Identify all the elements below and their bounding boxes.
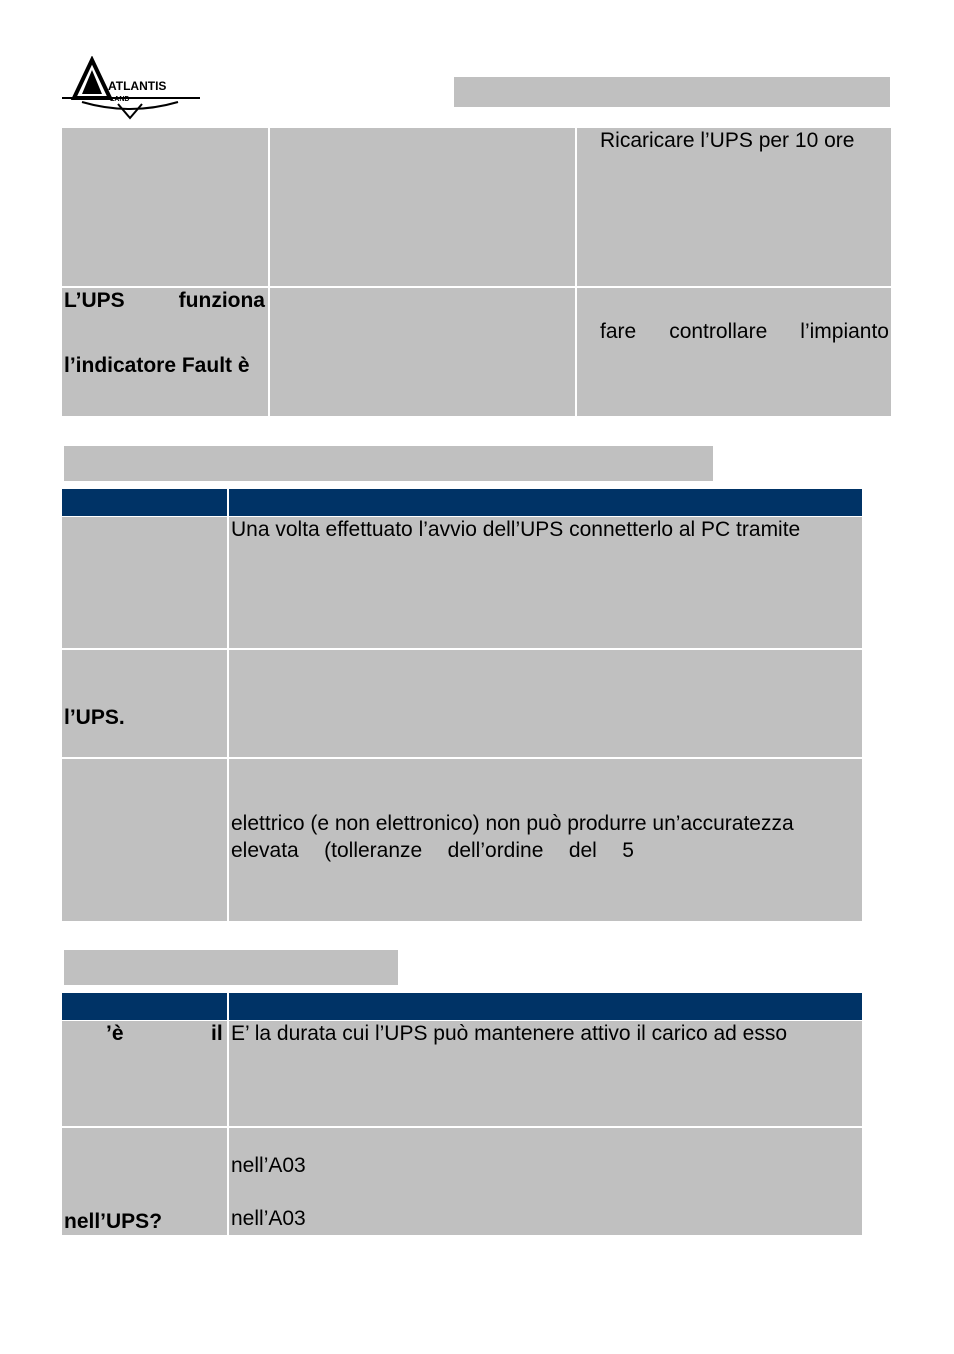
text-word: fare xyxy=(600,320,637,343)
table-1-row-1-col-2 xyxy=(270,128,575,286)
text-word: del xyxy=(568,839,597,862)
logo-text: ATLANTIS xyxy=(108,79,167,93)
text-word: 5 xyxy=(622,839,634,862)
table-3-row-1-heading-b: il xyxy=(211,1022,223,1045)
text-word: dell’ordine xyxy=(447,839,544,862)
atlantis-logo xyxy=(60,56,202,122)
table-2-row-1-col-1 xyxy=(62,517,227,648)
header-bar xyxy=(454,77,890,107)
text-word: l’impianto xyxy=(800,320,889,343)
table-3-row-2-text-line-1: nell’A03 xyxy=(231,1154,306,1177)
table-3-row-2-heading: nell’UPS? xyxy=(64,1210,163,1233)
table-3-header-col-2 xyxy=(229,993,862,1020)
table-1-row-2-col-3 xyxy=(577,288,891,416)
table-3-row-1-text: E’ la durata cui l’UPS può mantenere attivo il carico ad esso xyxy=(231,1022,788,1045)
section-heading-bar-3 xyxy=(64,950,398,985)
heading-word: funziona xyxy=(178,289,265,312)
section-heading-bar-2 xyxy=(64,446,713,481)
table-1-row-2-heading-line-2: l’indicatore Fault è xyxy=(64,354,250,377)
table-2-header-col-2 xyxy=(229,489,862,516)
table-1-row-1-col-1 xyxy=(62,128,268,286)
table-2-row-3-text-line-2 xyxy=(231,838,634,864)
table-2-row-3-text-line-1: elettrico (e non elettronico) non può produrre un’accuratezza xyxy=(231,812,794,835)
table-2-row-2-col-1 xyxy=(62,650,227,757)
table-1-row-2-col-2 xyxy=(270,288,575,416)
table-2-row-2-col-2 xyxy=(229,650,862,757)
heading-word: L’UPS xyxy=(64,289,125,312)
table-3-row-2-col-2 xyxy=(229,1128,862,1235)
table-1-row-2-heading-line-1 xyxy=(64,288,265,314)
table-3-header-col-1 xyxy=(62,993,227,1020)
table-1-row-2-text xyxy=(600,319,889,345)
text-word: (tolleranze xyxy=(324,839,423,862)
table-3-row-1-col-1 xyxy=(62,1021,227,1126)
table-3-row-1-heading-a: ’è xyxy=(106,1022,124,1045)
text-word: elevata xyxy=(231,839,299,862)
table-2-row-1-text: Una volta effettuato l’avvio dell’UPS connetterlo al PC tramite xyxy=(231,518,801,541)
logo-subtext: LAND xyxy=(110,96,130,103)
table-3-row-2-text-line-2: nell’A03 xyxy=(231,1207,306,1230)
logo-icon xyxy=(60,56,202,122)
table-2-header-col-1 xyxy=(62,489,227,516)
table-2-row-2-heading: l’UPS. xyxy=(64,706,125,729)
text-word: controllare xyxy=(669,320,768,343)
table-1-row-1-text: Ricaricare l’UPS per 10 ore xyxy=(600,129,855,152)
table-2-row-3-col-1 xyxy=(62,759,227,921)
